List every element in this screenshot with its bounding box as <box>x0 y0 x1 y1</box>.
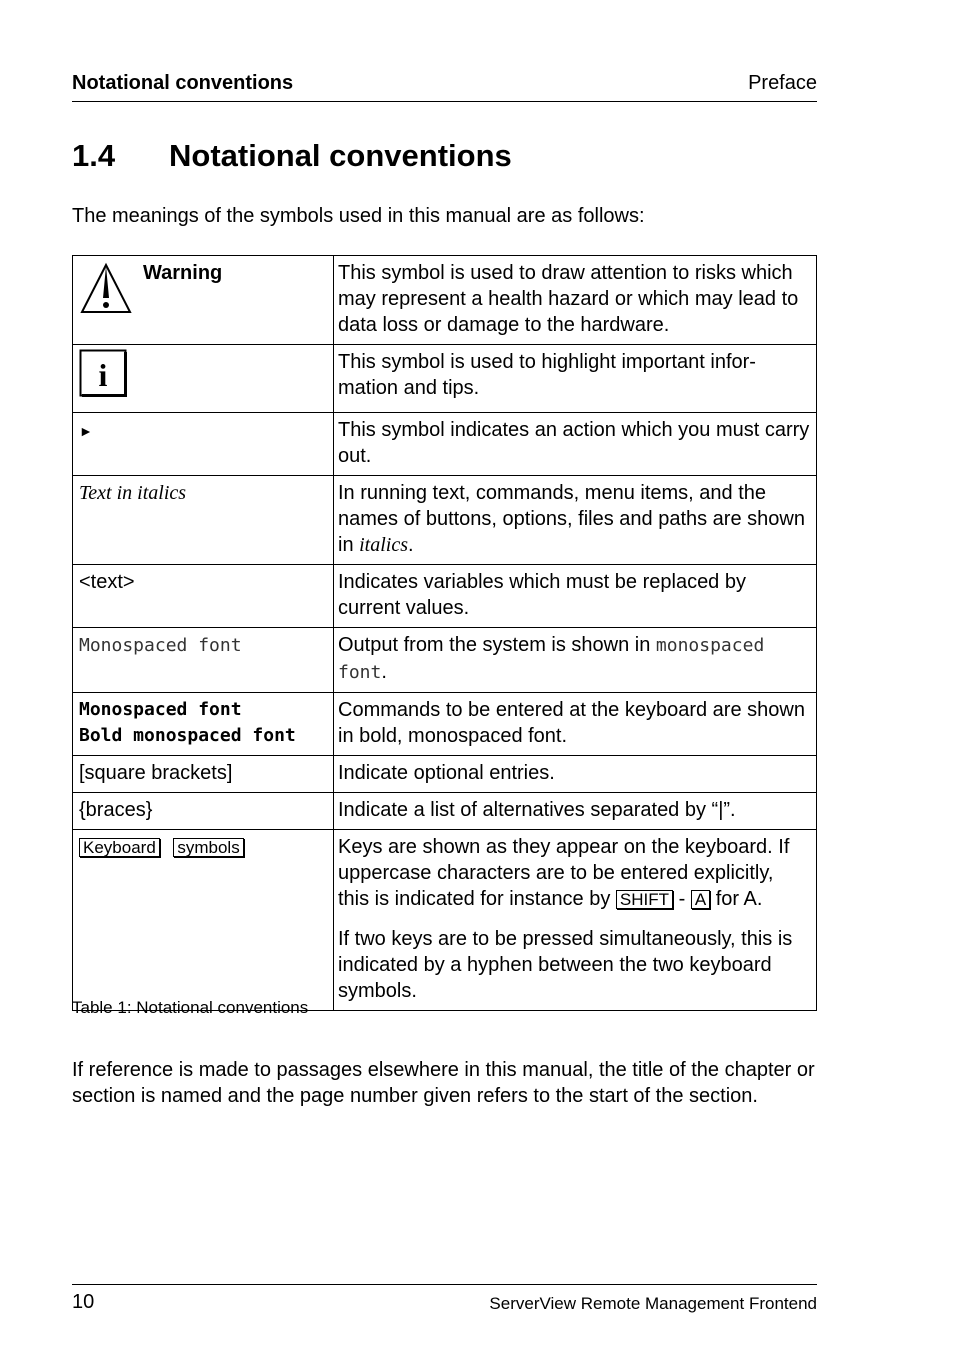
italic-word: italics <box>359 534 409 556</box>
symbol-cell <box>73 476 334 565</box>
description-cell: This symbol is used to draw attention to risks which may represent a health hazard or which may lead to data loss or damage to the hardware. <box>334 256 817 345</box>
description-cell: Keys are shown as they appear on the keyboard. If uppercase characters are to be entered explicitly, this is indicated for instance by SHIFT - A for A. If two keys are to be pressed simultaneously, this is indicated by a hyphen between the two keyboard symbols. <box>334 830 817 1011</box>
conventions-table <box>72 255 817 1011</box>
table-row <box>73 628 817 693</box>
info-i-icon <box>79 349 129 399</box>
table-row <box>73 413 817 476</box>
description-paragraph-2: If two keys are to be pressed simultaneously, this is indicated by a hyphen between the two keyboard symbols. <box>338 928 793 1002</box>
table-row <box>73 793 817 830</box>
symbol-cell: {braces} <box>73 793 334 830</box>
symbols-key-sample: symbols <box>173 838 243 857</box>
bold-monospace-sample-2: Bold monospaced font <box>79 725 296 746</box>
table-row <box>73 565 817 628</box>
description-cell: Indicate optional entries. <box>334 756 817 793</box>
section-title-text: Notational conventions <box>169 138 512 173</box>
description-cell: This symbol is used to highlight important infor-mation and tips. <box>334 345 817 413</box>
running-header <box>72 72 817 102</box>
body-paragraph: If reference is made to passages elsewhere in this manual, the title of the chapter or section is named and the page number given refers to the start of the section. <box>72 1059 815 1107</box>
page-number: 10 <box>72 1291 95 1313</box>
description-cell: This symbol indicates an action which you must carry out. <box>334 413 817 476</box>
bold-monospace-sample-1: Monospaced font <box>79 699 242 720</box>
symbol-cell: <text> <box>73 565 334 628</box>
warning-label: Warning <box>143 262 223 284</box>
symbol-cell <box>73 256 334 345</box>
table-row <box>73 256 817 345</box>
warning-triangle-icon <box>79 260 133 316</box>
keyboard-key-sample: Keyboard <box>79 838 160 857</box>
description-cell: Indicate a list of alternatives separated by “|”. <box>334 793 817 830</box>
symbol-cell <box>73 345 334 413</box>
table-row <box>73 830 817 1011</box>
symbol-cell <box>73 413 334 476</box>
table-row <box>73 693 817 756</box>
table-row <box>73 476 817 565</box>
section-number: 1.4 <box>72 138 116 173</box>
svg-text:i: i <box>98 357 108 393</box>
symbol-cell <box>73 693 334 756</box>
table-row <box>73 756 817 793</box>
table-caption: Table 1: Notational conventions <box>72 998 309 1017</box>
running-footer <box>72 1284 817 1314</box>
header-section: Notational conventions <box>72 72 294 94</box>
header-chapter: Preface <box>748 72 817 94</box>
description-cell: In running text, commands, menu items, and the names of buttons, options, files and paths are shown in italics. <box>334 476 817 565</box>
symbol-cell: [square brackets] <box>73 756 334 793</box>
description-cell: Commands to be entered at the keyboard are shown in bold, monospaced font. <box>334 693 817 756</box>
section-title <box>72 138 512 174</box>
action-arrow-icon: ► <box>79 423 93 439</box>
document-title: ServerView Remote Management Frontend <box>489 1294 817 1313</box>
intro-text: The meanings of the symbols used in this manual are as follows: <box>72 205 645 227</box>
shift-key: SHIFT <box>616 890 673 909</box>
monospace-sample: Monospaced font <box>79 635 242 656</box>
description-cell: Output from the system is shown in monospaced font. <box>334 628 817 693</box>
a-key: A <box>691 890 710 909</box>
table-row <box>73 345 817 413</box>
monospace-word: monospaced font <box>338 635 765 683</box>
description-cell: Indicates variables which must be replaced by current values. <box>334 565 817 628</box>
symbol-cell <box>73 830 334 1011</box>
symbol-cell <box>73 628 334 693</box>
italic-sample: Text in italics <box>79 482 187 504</box>
